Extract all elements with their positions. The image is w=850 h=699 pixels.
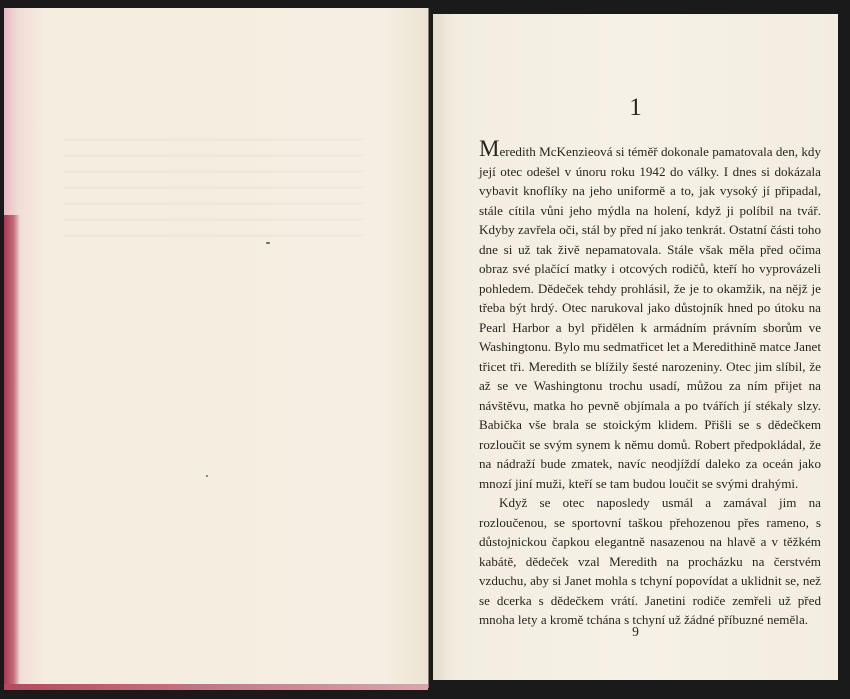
right-page: [433, 14, 838, 680]
paragraph-text: eredith McKenzieová si téměř dokonale pamatovala den, kdy její otec odešel v únoru roku 1942 do války. I dnes si dokázala vybavit knoflíky na jeho uniformě a to, jak vysoký jí připadal, stále cítila vůni jeho mýdla na holení, když ji políbil na tvář. Kdyby zavřela oči, stál by před ní jako tenkrát. Ostatní části toho dne si už tak živě nepamatovala. Stále však měla před očima obraz své plačící matky i otcových rodičů, kteří ho vyprovázeli pohledem. Dědeček tehdy prohlásil, že je to okamžik, na nějž je třeba být hrdý. Otec narukoval jako důstojník hned po útoku na Pearl Harbor a byl přidělen k armádním právním sborům ve Washingtonu. Bylo mu sedmatřicet let a Meredithině matce Janet třicet tři. Meredith se blížily šesté narozeniny. Otec jim slíbil, že až se ve Washingtonu trochu usadí, můžou za ním přijet na návštěvu, matka ho pevně objímala a po tvářích jí stékaly slzy. Babička vše brala se stoickým klidem. Přišli se s dědečkem rozloučit se svým synem k němu domů. Robert předpokládal, že na nádraží bude zmatek, navíc neodjíždí daleko za oceán jako mnozí jiní muži, kteří se tam budou loučit se svými drahými.: [479, 144, 821, 491]
paragraph-text: Když se otec naposledy usmál a zamával jim na rozloučenou, se sportovní taškou přehozenou přes rameno, s důstojnickou čapkou elegantně nasazenou na hlavě a v těžkém kabátě, dědeček vzal Meredith na procházku na čerstvém vzduchu, aby si Janet mohla s tchyní popovídat a uklidnit se, než se dcerka s dědečkem vrátí. Janetini rodiče zemřeli už před mnoha lety a kromě tchána s tchyní už žádné příbuzné neměla.: [479, 495, 821, 627]
drop-cap: M: [479, 136, 500, 161]
paper-speck: [266, 242, 270, 244]
left-page-blank: [4, 8, 429, 688]
body-text: [479, 136, 821, 630]
paragraph-2: [479, 493, 821, 630]
page-edge-tint: [4, 215, 20, 690]
paragraph-1: [479, 136, 821, 493]
show-through-text: [64, 138, 364, 248]
page-number: 9: [632, 624, 639, 639]
chapter-number: 1: [629, 94, 642, 121]
page-edge-bottom: [4, 684, 428, 690]
paper-speck: [206, 475, 208, 477]
